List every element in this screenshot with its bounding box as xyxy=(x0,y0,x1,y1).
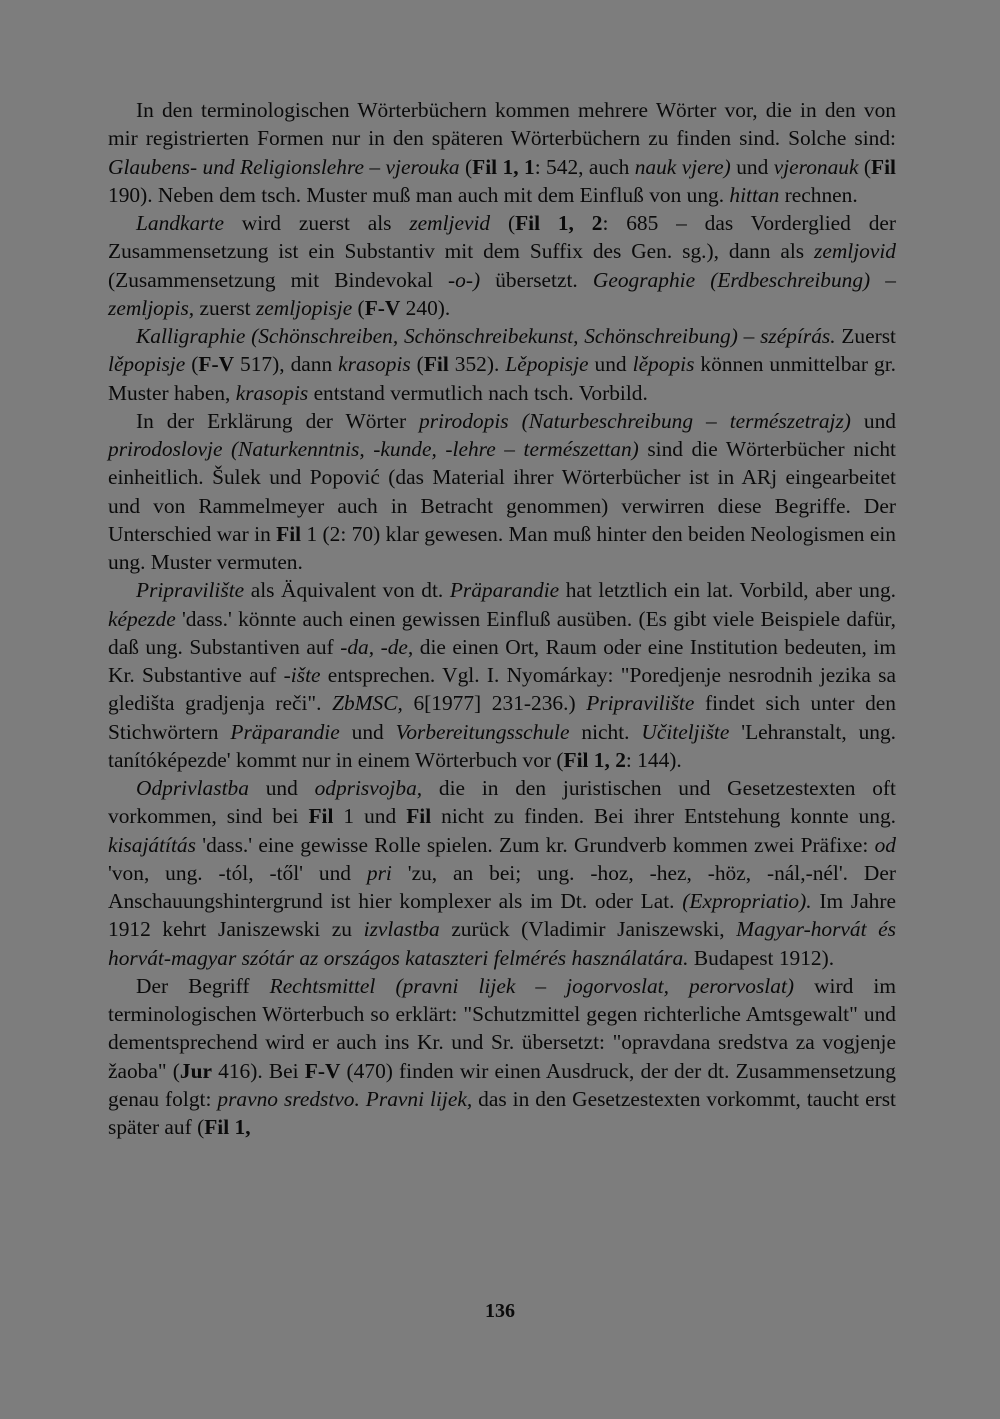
text-run: nicht. xyxy=(569,719,642,744)
bold-reference: Jur xyxy=(179,1058,212,1083)
bold-reference: Fil 1, 2 xyxy=(563,747,626,772)
text-run: und xyxy=(588,352,633,377)
bold-reference: Fil xyxy=(423,352,449,377)
text-run: 416). Bei xyxy=(212,1058,305,1083)
italic-term: ZbMSC, xyxy=(332,691,403,716)
text-run: übersetzt. xyxy=(480,267,593,292)
italic-term: -o-) xyxy=(448,267,481,292)
text-run: (Zusammensetzung mit Bindevokal xyxy=(108,267,449,292)
text-run: 240). xyxy=(400,295,451,320)
text-run: rechnen. xyxy=(779,182,858,207)
bold-reference: Fil 1, 1 xyxy=(472,154,535,179)
bold-reference: Fil xyxy=(276,521,302,546)
italic-term: Odprivlastba xyxy=(136,776,249,800)
text-run: (470) finden wir einen Ausdruck, der der dt. Zusammensetzung genau folgt: xyxy=(108,1058,897,1111)
bold-reference: Fil 1, xyxy=(204,1115,251,1139)
text-run: Budapest 1912). xyxy=(688,945,835,970)
italic-term: Vorbereitungsschule xyxy=(395,719,570,744)
text-run: als Äquivalent von dt. xyxy=(244,578,450,603)
text-run: 6[1977] 231-236.) xyxy=(402,691,587,716)
text-run: und xyxy=(248,776,315,800)
italic-term: Pripravilište xyxy=(586,691,695,716)
page-number: 136 xyxy=(485,1300,515,1322)
italic-term: prirodoslovje (Naturkenntnis, -kunde, -lehre – természettan) xyxy=(108,437,639,461)
bold-reference: F-V xyxy=(198,352,235,377)
text-run: können unmittelbar gr. Muster haben, xyxy=(108,352,896,405)
italic-term: vjeronauk xyxy=(773,154,859,179)
text-run: 'von, ung. -tól, -től' und xyxy=(108,860,367,885)
text-run: die in den juristischen und Gesetzestexten oft vorkommen, sind bei xyxy=(108,776,896,829)
paragraph xyxy=(108,322,896,407)
italic-term: Kalligraphie (Schönschreiben, Schönschreibekunst, Schönschreibung) – szépírás. xyxy=(136,324,836,348)
italic-term: lěpopis xyxy=(632,352,695,377)
bold-reference: Fil 1, 2 xyxy=(515,211,603,235)
body-text xyxy=(108,96,896,1141)
text-run: : 144). xyxy=(625,747,682,772)
paragraph xyxy=(108,576,896,774)
text-run: und xyxy=(730,154,774,179)
paragraph xyxy=(108,774,896,972)
italic-term: pri xyxy=(366,860,392,885)
text-run: In der Erklärung der Wörter xyxy=(136,408,420,433)
bold-reference: Fil xyxy=(871,154,896,179)
italic-term: krasopis xyxy=(338,352,411,377)
text-run: und xyxy=(850,408,896,433)
italic-term: krasopis xyxy=(235,380,309,405)
bold-reference: F-V xyxy=(364,295,401,320)
text-run: ( xyxy=(410,352,424,377)
text-run: entsprechen. Vgl. I. Nyomárkay: "Poredjenje nesrodnih jezika sa gledišta gradjenja reči". xyxy=(108,663,896,716)
italic-term: pravno sredstvo. Pravni lijek, xyxy=(217,1086,473,1111)
text-run: die einen Ort, Raum oder eine Institution bedeuten, im Kr. Substantive auf xyxy=(108,634,896,687)
italic-term: Učiteljište xyxy=(641,719,730,744)
italic-term: nauk vjere) xyxy=(634,154,731,179)
italic-term: Landkarte xyxy=(136,211,224,235)
text-run: wird im terminologischen Wörterbuch so erklärt: "Schutzmittel gegen richterliche Amtsgewalt" und dementsprechend wird er auch ins Kr. und Sr. übersetzt: "opravdana sredstva za vogjenje žaoba" ( xyxy=(108,973,896,1083)
italic-term: képezde xyxy=(108,606,176,631)
italic-term: hittan xyxy=(729,182,780,207)
text-run: Zuerst xyxy=(835,324,896,348)
text-run: 1 (2: 70) klar gewesen. Man muß hinter den beiden Neologismen ein ung. Muster vermuten. xyxy=(108,521,896,574)
text-run: nicht zu finden. Bei ihrer Entstehung konnte ung. xyxy=(431,804,896,829)
bold-reference: F-V xyxy=(304,1058,341,1083)
text-run: das in den Gesetzestexten vorkommt, taucht erst später auf ( xyxy=(108,1086,896,1139)
italic-term: Lěpopisje xyxy=(505,352,589,377)
text-run: 352). xyxy=(448,352,506,377)
text-run: hat letztlich ein lat. Vorbild, aber ung. xyxy=(559,578,896,603)
italic-term: Glaubens- und Religionslehre – vjerouka xyxy=(108,154,460,179)
text-run: : 685 – das Vorderglied der Zusammensetzung ist ein Substantiv mit dem Suffix des Gen. sg.), dann als xyxy=(108,211,897,264)
bold-reference: Fil xyxy=(406,804,432,829)
text-run: ( xyxy=(490,211,516,235)
text-run: findet sich unter den Stichwörtern xyxy=(108,691,896,744)
text-run: wird zuerst als xyxy=(223,211,410,235)
paragraph xyxy=(108,972,896,1142)
text-run: 'Lehranstalt, ung. tanítóképezde' kommt nur in einem Wörterbuch vor ( xyxy=(108,719,896,772)
text-run: In den terminologischen Wörterbüchern kommen mehrere Wörter vor, die in den von mir registrierten Formen nur in den späteren Wörterbüchern zu finden sind. Solche sind: xyxy=(108,98,896,151)
text-run: ( xyxy=(185,352,199,377)
italic-term: prirodopis (Naturbeschreibung – természetrajz) xyxy=(419,408,851,433)
text-run: und xyxy=(339,719,396,744)
text-run: : 542, auch xyxy=(534,154,635,179)
text-run: entstand vermutlich nach tsch. Vorbild. xyxy=(308,380,648,405)
text-run: sind die Wörterbücher nicht einheitlich. Šulek und Popović (das Material ihrer Wörterbücher ist in ARj eingearbeitet und von Rammelmeyer auch in Betracht genommen) verwirren diese Begriffe. Der Unterschied war in xyxy=(108,437,896,546)
italic-term: odprisvojba, xyxy=(314,776,423,800)
text-run: 190). Neben dem tsch. Muster muß man auch mit dem Einfluß von ung. xyxy=(108,182,730,207)
text-run: ( xyxy=(459,154,473,179)
italic-term: zemljopisje xyxy=(255,295,353,320)
text-run: ( xyxy=(352,295,365,320)
text-run: Der Begriff xyxy=(136,973,270,998)
paragraph xyxy=(108,209,896,322)
italic-term: zemljovid xyxy=(814,239,896,264)
italic-term: Präparandie xyxy=(230,719,340,744)
italic-term: -da, -de, xyxy=(340,634,414,659)
bold-reference: Fil xyxy=(308,804,334,829)
italic-term: Pripravilište xyxy=(136,578,245,603)
italic-term: zemljevid xyxy=(409,211,491,235)
italic-term: -ište xyxy=(283,663,321,687)
italic-term: Geographie (Erdbeschreibung) – zemljopis, xyxy=(108,267,896,320)
text-run: ( xyxy=(858,154,872,179)
italic-term: (Expropriatio). xyxy=(682,889,812,913)
text-run: 'dass.' eine gewisse Rolle spielen. Zum kr. Grundverb kommen zwei Präfixe: xyxy=(195,832,875,857)
italic-term: Magyar-horvát és horvát-magyar szótár az országos kataszteri felmérés használatára. xyxy=(108,917,896,970)
text-run: Im Jahre 1912 kehrt Janiszewski zu xyxy=(108,889,896,942)
italic-term: lěpopisje xyxy=(108,352,186,377)
text-run: zuerst xyxy=(194,295,256,320)
text-run: 'zu, an bei; ung. -hoz, -hez, -höz, -nál,-nél'. Der Anschauungshintergrund ist hier komplexer als im Dt. oder Lat. xyxy=(108,860,896,913)
text-run: 1 und xyxy=(333,804,407,829)
italic-term: Präparandie xyxy=(449,578,560,603)
italic-term: Rechtsmittel (pravni lijek – jogorvoslat, perorvoslat) xyxy=(269,973,795,998)
text-run: 517), dann xyxy=(234,352,339,377)
italic-term: izvlastba xyxy=(363,917,440,942)
text-run: zurück (Vladimir Janiszewski, xyxy=(439,917,737,942)
paragraph xyxy=(108,96,896,209)
text-run: 'dass.' könnte auch einen gewissen Einfluß ausüben. (Es gibt viele Beispiele dafür, daß ung. Substantiven auf xyxy=(108,606,896,659)
italic-term: od xyxy=(874,832,896,857)
italic-term: kisajátítás xyxy=(108,832,196,857)
paragraph xyxy=(108,407,896,577)
